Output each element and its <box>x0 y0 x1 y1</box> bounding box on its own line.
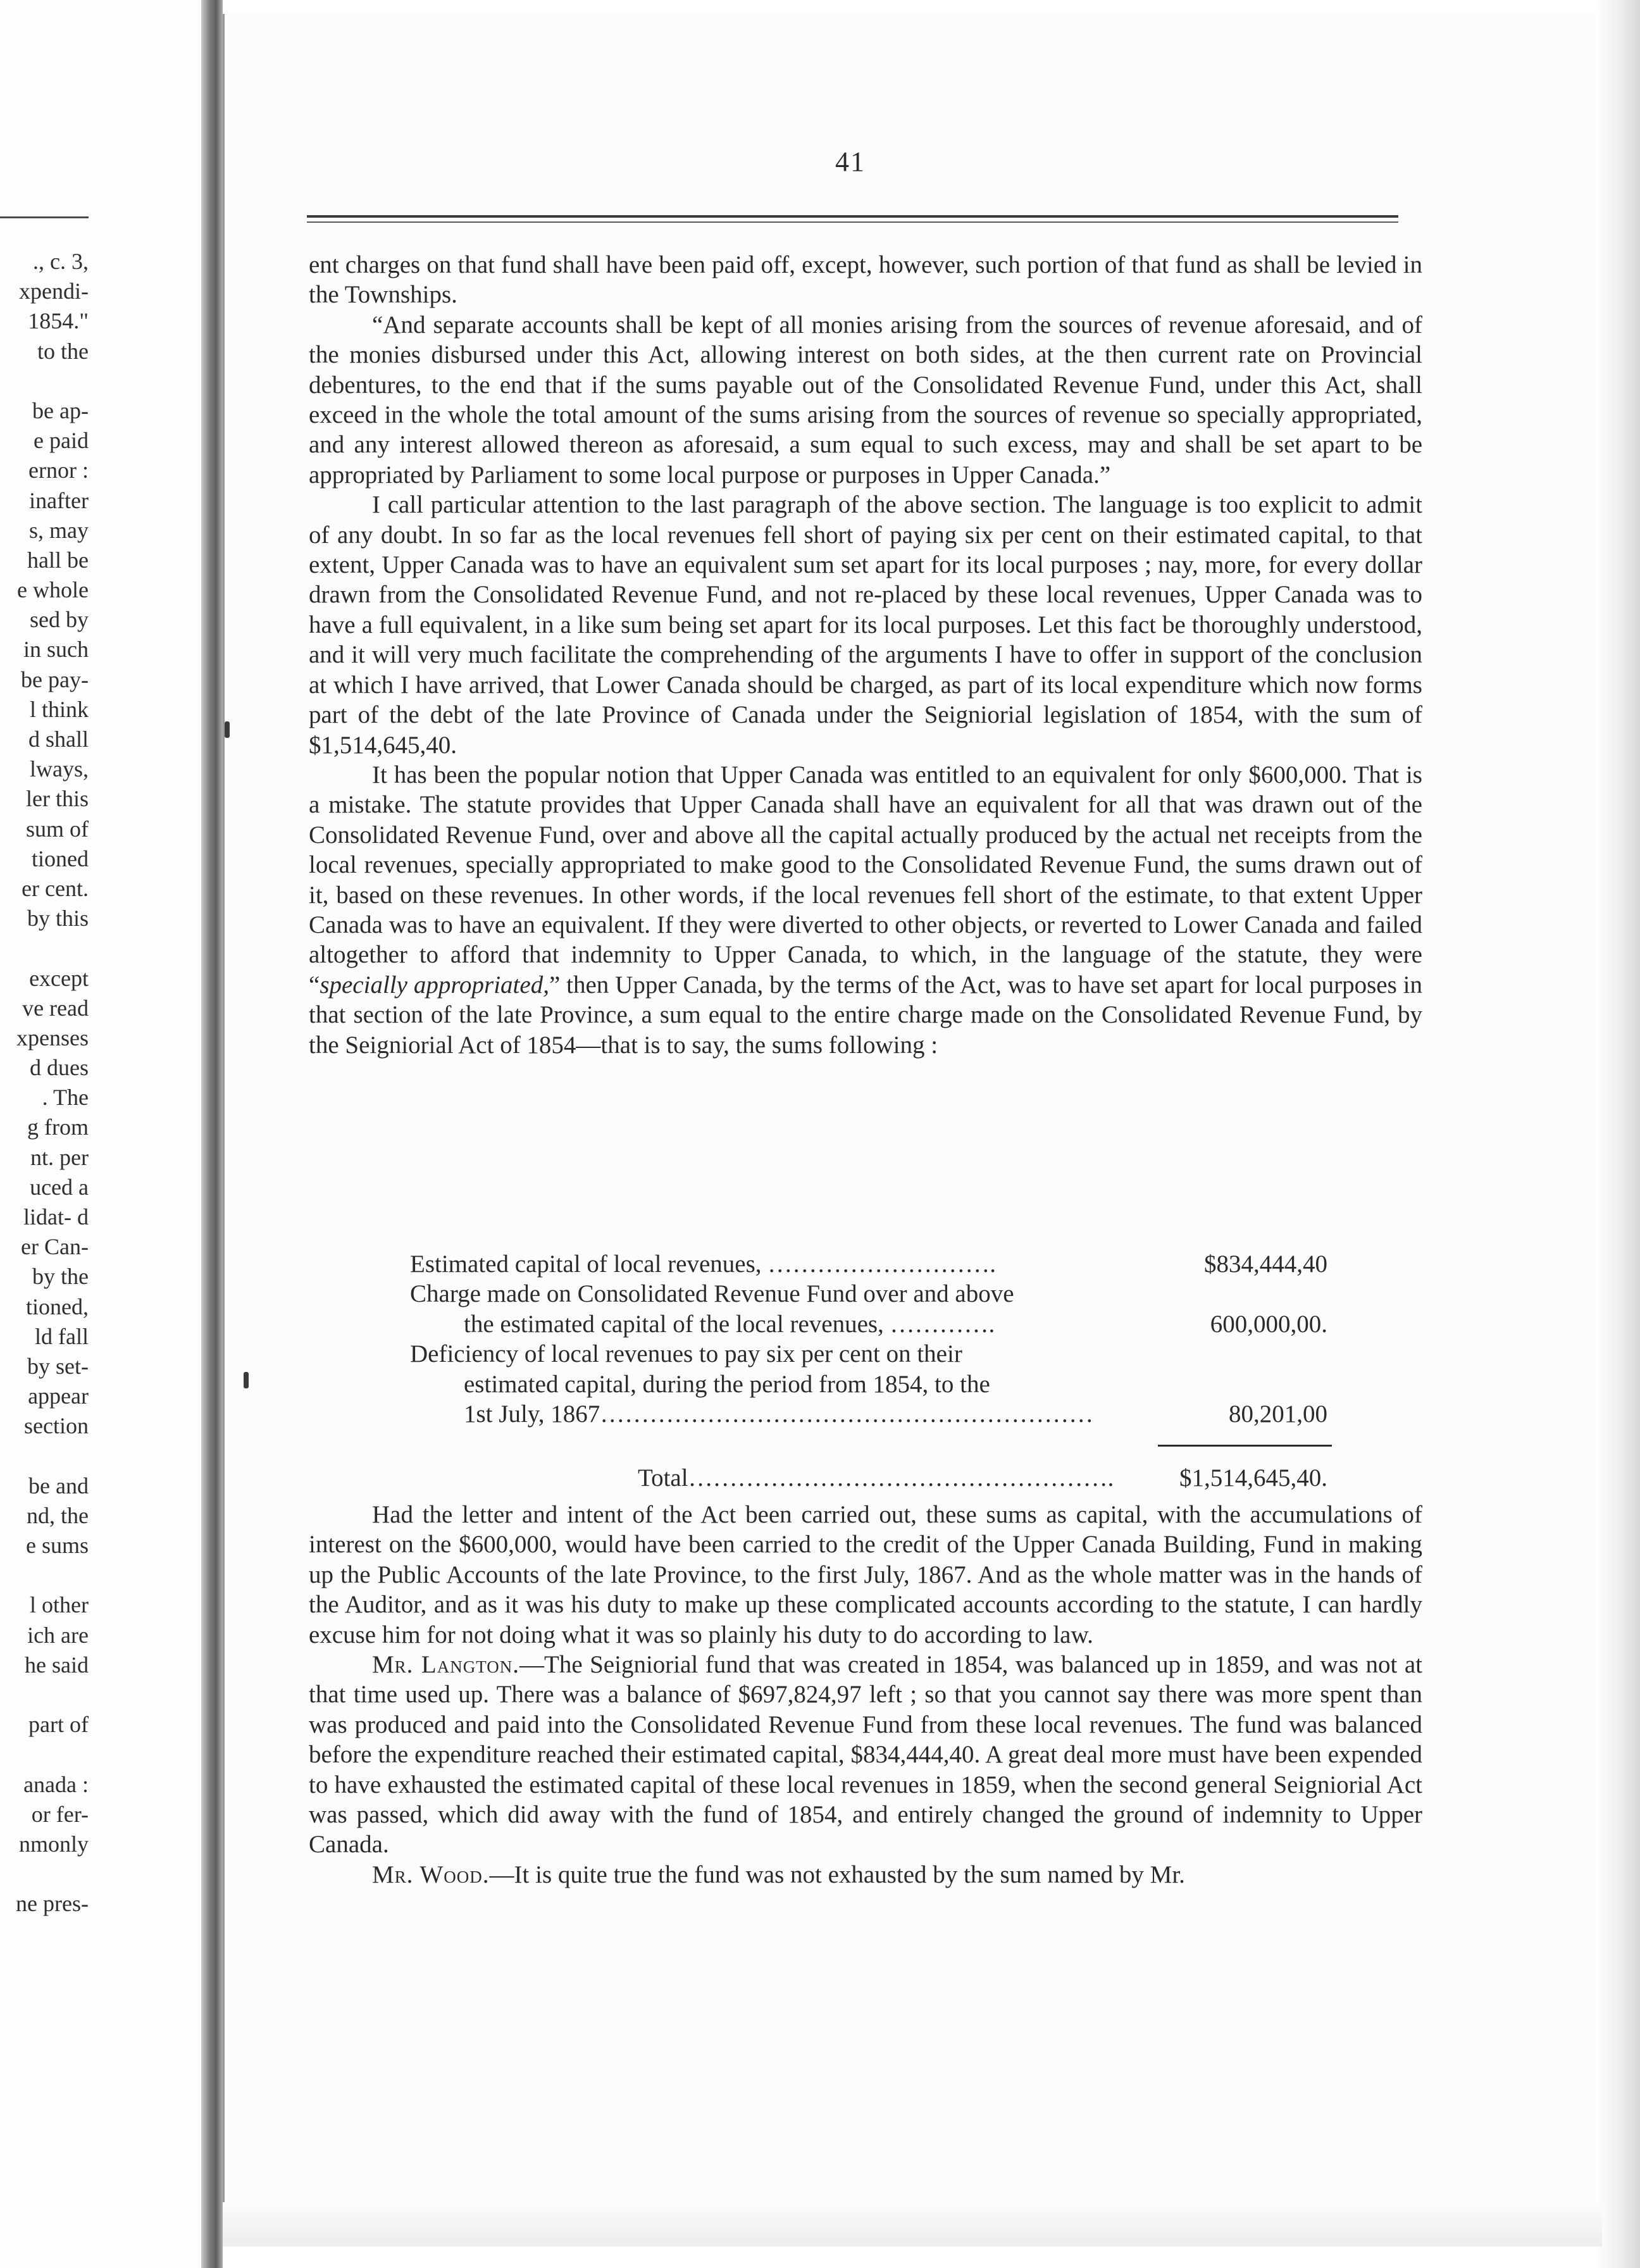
speech-text: —The Seigniorial fund that was created in 1854, was balanced up in 1859, and was not at that time used up. There was a balance of $697,824,97 left ; so that you cannot say there was more spent than was produced and paid into the Consolidated Revenue Fund from these local revenues. The fund was balanced before the expenditure reached their estimated capital, $834,444,40. A great deal more must have been expended to have exhausted the estimated capital of these local revenues in 1859, when the second general Seigniorial Act was passed, which did away with the fund of 1854, and entirely changed the ground of indemnity to Upper Canada. <box>309 1651 1423 1859</box>
facing-page-line: d shall <box>28 726 89 752</box>
facing-page-line: in such <box>23 637 89 663</box>
facing-page-line: inafter <box>29 487 89 513</box>
page-bottom-shadow <box>223 2202 1602 2246</box>
total-amount: $1,514,645,40. <box>1179 1464 1327 1492</box>
facing-page-line: anada : <box>23 1771 89 1797</box>
facing-page-line: ld fall <box>35 1323 89 1349</box>
table-row <box>309 1309 1422 1339</box>
facing-page-line: uced a <box>30 1174 89 1200</box>
facing-page-line: e sums <box>26 1533 89 1559</box>
row-amount: $834,444,40 <box>1204 1250 1327 1278</box>
facing-page-line: ler this <box>26 786 89 812</box>
paragraph: I call particular attention to the last paragraph of the above section. The language is too explicit to admit of any doubt. In so far as the local revenues fell short of paying six per cent on their estimated capital, to that extent, Upper Canada was to have an equivalent sum set apart for its local purposes ; nay, more, for every dollar drawn from the Consolidated Revenue Fund, and not re-placed by these local revenues, Upper Canada was to have a full equivalent, in a like sum being set apart for its local purposes. Let this fact be thoroughly understood, and it will very much facilitate the comprehending of the arguments I have to offer in support of the conclusion at which I have arrived, that Lower Canada should be charged, as part of its local expenditure which now forms part of the debt of the late Province of Canada under the Seigniorial legislation of 1854, with the sum of $1,514,645,40. <box>309 491 1422 759</box>
facing-page-line: ., c. 3, <box>33 249 89 274</box>
facing-page-line: he said <box>25 1652 89 1678</box>
facing-page-rule <box>0 216 89 218</box>
facing-page-line: e paid <box>34 428 89 454</box>
facing-page-line: ernor : <box>28 458 89 483</box>
facing-page-line: xpendi- <box>19 278 89 304</box>
speech-wood <box>309 1860 1422 1890</box>
speech-text: —It is quite true the fund was not exhausted by the sum named by Mr. <box>489 1860 1185 1888</box>
facing-page-line: e whole <box>17 577 89 603</box>
row-label: Charge made on Consolidated Revenue Fund over and above <box>410 1280 1014 1308</box>
facing-page-line <box>0 1442 89 1471</box>
row-amount: 600,000,00. <box>1210 1310 1327 1338</box>
row-label: Deficiency of local revenues to pay six per cent on their <box>410 1340 962 1368</box>
table-row <box>309 1339 1422 1369</box>
facing-page-line: by set- <box>27 1353 89 1379</box>
body-text-top <box>309 250 1422 1060</box>
facing-page-line: d dues <box>30 1055 89 1081</box>
facing-page-line: g from <box>27 1114 89 1140</box>
facing-page-line <box>0 366 89 396</box>
speech-langton <box>309 1650 1422 1860</box>
row-label: estimated capital, during the period from 1854, to the <box>464 1370 990 1398</box>
speaker-name: Mr. Wood. <box>372 1860 490 1888</box>
facing-page-line: by this <box>27 906 89 932</box>
facing-page-line: l other <box>30 1592 89 1618</box>
paragraph: Had the letter and intent of the Act been carried out, these sums as capital, with the accumulations of interest on the $600,000, would have been carried to the credit of the Upper Canada Building, Fund in making up the Public Accounts of the late Province, to the first July, 1867. And as the whole matter was in the hands of the Auditor, and as it was his duty to make up these complicated accounts according to the statute, I can hardly excuse him for not doing what it was so plainly his duty to do according to law. <box>309 1501 1422 1648</box>
book-gutter <box>201 0 223 2268</box>
row-label: 1st July, 1867…………………………………………………… <box>464 1400 1094 1428</box>
facing-page-line: ve read <box>22 995 89 1021</box>
facing-page-line: nd, the <box>27 1502 89 1528</box>
facing-page-line: er cent. <box>22 875 89 901</box>
facing-page-line: . The <box>42 1085 89 1111</box>
facing-page-line: be pay- <box>21 666 89 692</box>
margin-speck <box>244 1372 249 1388</box>
italic-phrase: specially appropriated, <box>320 971 549 999</box>
row-label: Estimated capital of local revenues, ………………………. <box>410 1250 997 1278</box>
sum-rule <box>1158 1445 1332 1447</box>
facing-page-line: xpenses <box>16 1025 89 1050</box>
facing-page-line: be and <box>28 1473 89 1498</box>
sums-table <box>309 1249 1422 1429</box>
paragraph-text: It has been the popular notion that Upper Canada was entitled to an equivalent for only $600,000. That is a mistake. The statute provides that Upper Canada shall have an equivalent for all that was drawn out of the Consolidated Revenue Fund, over and above all the capital actually produced by the actual net receipts from the local revenues, specially appropriated to make good to the Consolidated Revenue Fund, the sums drawn out of it, based on these revenues. In other words, if the local revenues fell short of the estimate, to that extent Upper Canada was to have an equivalent. If they were diverted to other objects, or reverted to Lower Canada and failed altogether to afford that indemnity to Upper Canada, to which, in the language of the statute, they were “ <box>309 761 1422 999</box>
facing-page-text <box>0 247 89 1919</box>
facing-page-line: by the <box>32 1264 89 1290</box>
facing-page-line: tioned <box>32 845 89 871</box>
paragraph: ent charges on that fund shall have been paid off, except, however, such portion of that fund as shall be levied in the Townships. <box>309 251 1422 309</box>
facing-page-line <box>0 1680 89 1710</box>
facing-page-line <box>0 1859 89 1889</box>
facing-page-line: part of <box>28 1712 89 1738</box>
facing-page-line <box>0 933 89 963</box>
facing-page-line: er Can- <box>21 1234 89 1260</box>
facing-page-line: lidat- d <box>23 1204 89 1230</box>
header-rule <box>307 215 1398 218</box>
row-amount: 80,201,00 <box>1229 1400 1327 1428</box>
table-row <box>309 1399 1422 1429</box>
total-label: Total……………………………………………. <box>638 1464 1114 1492</box>
facing-page-line: to the <box>37 338 89 364</box>
facing-page-line <box>0 1740 89 1769</box>
facing-page-line: nt. per <box>30 1144 89 1170</box>
facing-page-line: tioned, <box>26 1293 89 1319</box>
speaker-name: Mr. Langton. <box>372 1651 519 1679</box>
facing-page-line: s, may <box>29 517 89 543</box>
facing-page-line: be ap- <box>32 397 89 423</box>
facing-page-line: nmonly <box>18 1831 89 1857</box>
page-edge <box>1596 0 1640 2268</box>
header-rule-thin <box>307 221 1398 223</box>
facing-page-line: or fer- <box>31 1801 89 1827</box>
row-label: the estimated capital of the local revenues, …………. <box>464 1310 995 1338</box>
facing-page-line: sed by <box>30 607 89 633</box>
facing-page-line: sum of <box>26 816 89 842</box>
facing-page-line: hall be <box>27 547 89 573</box>
facing-page-line: lways, <box>30 756 89 782</box>
facing-page-line: ne pres- <box>16 1891 89 1917</box>
table-row <box>309 1369 1422 1399</box>
table-row <box>309 1249 1422 1279</box>
facing-page-line: except <box>29 965 89 991</box>
page-number: 41 <box>835 146 866 177</box>
facing-page-line: appear <box>28 1383 89 1409</box>
table-row <box>309 1279 1422 1309</box>
facing-page-line: ich are <box>27 1622 89 1648</box>
paragraph-text: ” then Upper Canada, by the terms of the Act, was to have set apart for local purposes in that section of the late Province, a sum equal to the entire charge made on the Consolidated Revenue Fund, by the Seigniorial Act of 1854—that is to say, the sums following : <box>309 971 1422 1059</box>
paragraph <box>309 760 1422 1060</box>
facing-page-line <box>0 1561 89 1590</box>
total-row <box>309 1463 1422 1493</box>
facing-page-line: l think <box>29 696 89 722</box>
body-text-bottom <box>309 1500 1422 1890</box>
facing-page-line: section <box>24 1413 89 1439</box>
paragraph-quote: “And separate accounts shall be kept of all monies arising from the sources of revenue aforesaid, and of the monies disbursed under this Act, allowing interest on both sides, at the then current rate on Provincial debentures, to the end that if the sums payable out of the Consolidated Revenue Fund, under this Act, shall exceed in the whole the total amount of the sums arising from the sources of revenue so specially appropriated, and any interest allowed thereon as aforesaid, a sum equal to such excess, may and shall be set apart to be appropriated by Parliament to some local purpose or purposes in Upper Canada.” <box>309 311 1422 489</box>
facing-page-line: 1854." <box>28 308 89 334</box>
margin-speck <box>225 721 230 738</box>
